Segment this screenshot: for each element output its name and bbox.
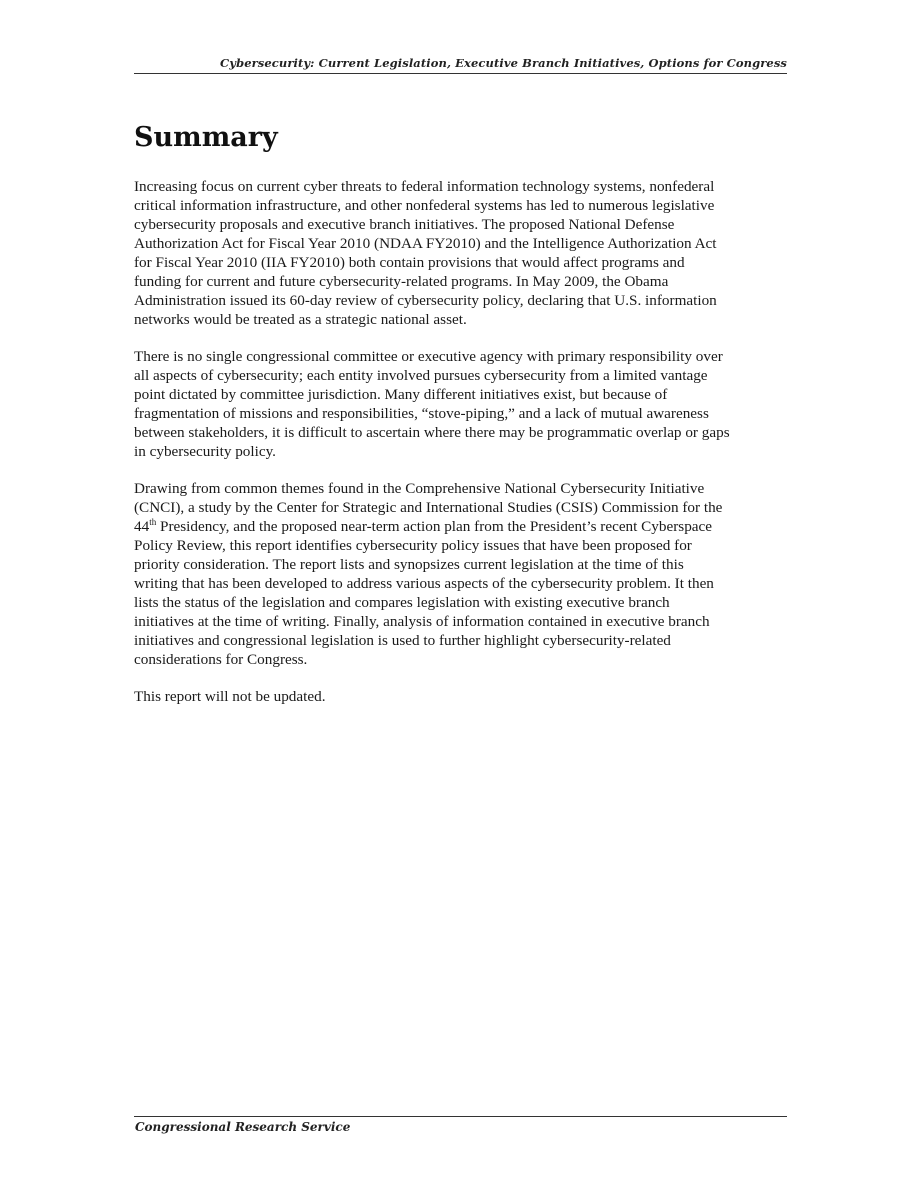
summary-paragraph-3: [134, 479, 790, 669]
text-line: Policy Review, this report identifies cybersecurity policy issues that have been proposed for: [134, 537, 692, 554]
text-line: cybersecurity proposals and executive branch initiatives. The proposed National Defense: [134, 216, 675, 233]
text-line: fragmentation of missions and responsibilities, “stove-piping,” and a lack of mutual awareness: [134, 405, 709, 422]
text-line: This report will not be updated.: [134, 688, 326, 705]
text-line: in cybersecurity policy.: [134, 443, 276, 460]
text-line: lists the status of the legislation and compares legislation with existing executive branch: [134, 594, 670, 611]
text-line: Increasing focus on current cyber threats to federal information technology systems, nonfederal: [134, 178, 715, 195]
text-line-presidency: [134, 517, 790, 536]
text-line: There is no single congressional committee or executive agency with primary responsibility over: [134, 348, 723, 365]
text-line: initiatives at the time of writing. Finally, analysis of information contained in executive branch: [134, 613, 710, 630]
text-line: Administration issued its 60-day review of cybersecurity policy, declaring that U.S. information: [134, 292, 717, 309]
summary-paragraph-1: [134, 177, 790, 329]
text-line: all aspects of cybersecurity; each entity involved pursues cybersecurity from a limited vantage: [134, 367, 708, 384]
summary-body: [134, 177, 790, 724]
text-line: Drawing from common themes found in the Comprehensive National Cybersecurity Initiative: [134, 480, 705, 497]
text-line: initiatives and congressional legislation is used to further highlight cybersecurity-related: [134, 632, 671, 649]
ordinal-number: 44: [134, 518, 150, 535]
page-title: Summary: [134, 122, 278, 153]
text-line: Authorization Act for Fiscal Year 2010 (NDAA FY2010) and the Intelligence Authorization Act: [134, 235, 717, 252]
text-line: critical information infrastructure, and other nonfederal systems has led to numerous legislative: [134, 197, 715, 214]
summary-paragraph-2: [134, 347, 790, 461]
text-line: writing that has been developed to address various aspects of the cybersecurity problem. It then: [134, 575, 714, 592]
text-line-tail: Presidency, and the proposed near-term action plan from the President’s recent Cyberspace: [156, 518, 713, 535]
text-line: point dictated by committee jurisdiction. Many different initiatives exist, but because of: [134, 386, 668, 403]
text-line: between stakeholders, it is difficult to ascertain where there may be programmatic overlap or gaps: [134, 424, 730, 441]
text-line: funding for current and future cybersecurity-related programs. In May 2009, the Obama: [134, 273, 669, 290]
ordinal-suffix: th: [149, 517, 157, 527]
text-line: networks would be treated as a strategic national asset.: [134, 311, 467, 328]
running-header: Cybersecurity: Current Legislation, Executive Branch Initiatives, Options for Congress: [220, 56, 787, 70]
text-line: (CNCI), a study by the Center for Strategic and International Studies (CSIS) Commission for the: [134, 499, 723, 516]
summary-paragraph-4: [134, 687, 790, 706]
text-line: considerations for Congress.: [134, 651, 308, 668]
running-footer: Congressional Research Service: [135, 1120, 351, 1134]
text-line: priority consideration. The report lists and synopsizes current legislation at the time of this: [134, 556, 684, 573]
text-line: for Fiscal Year 2010 (IIA FY2010) both contain provisions that would affect programs and: [134, 254, 685, 271]
footer-rule: [134, 1116, 787, 1117]
header-rule: [134, 73, 787, 74]
